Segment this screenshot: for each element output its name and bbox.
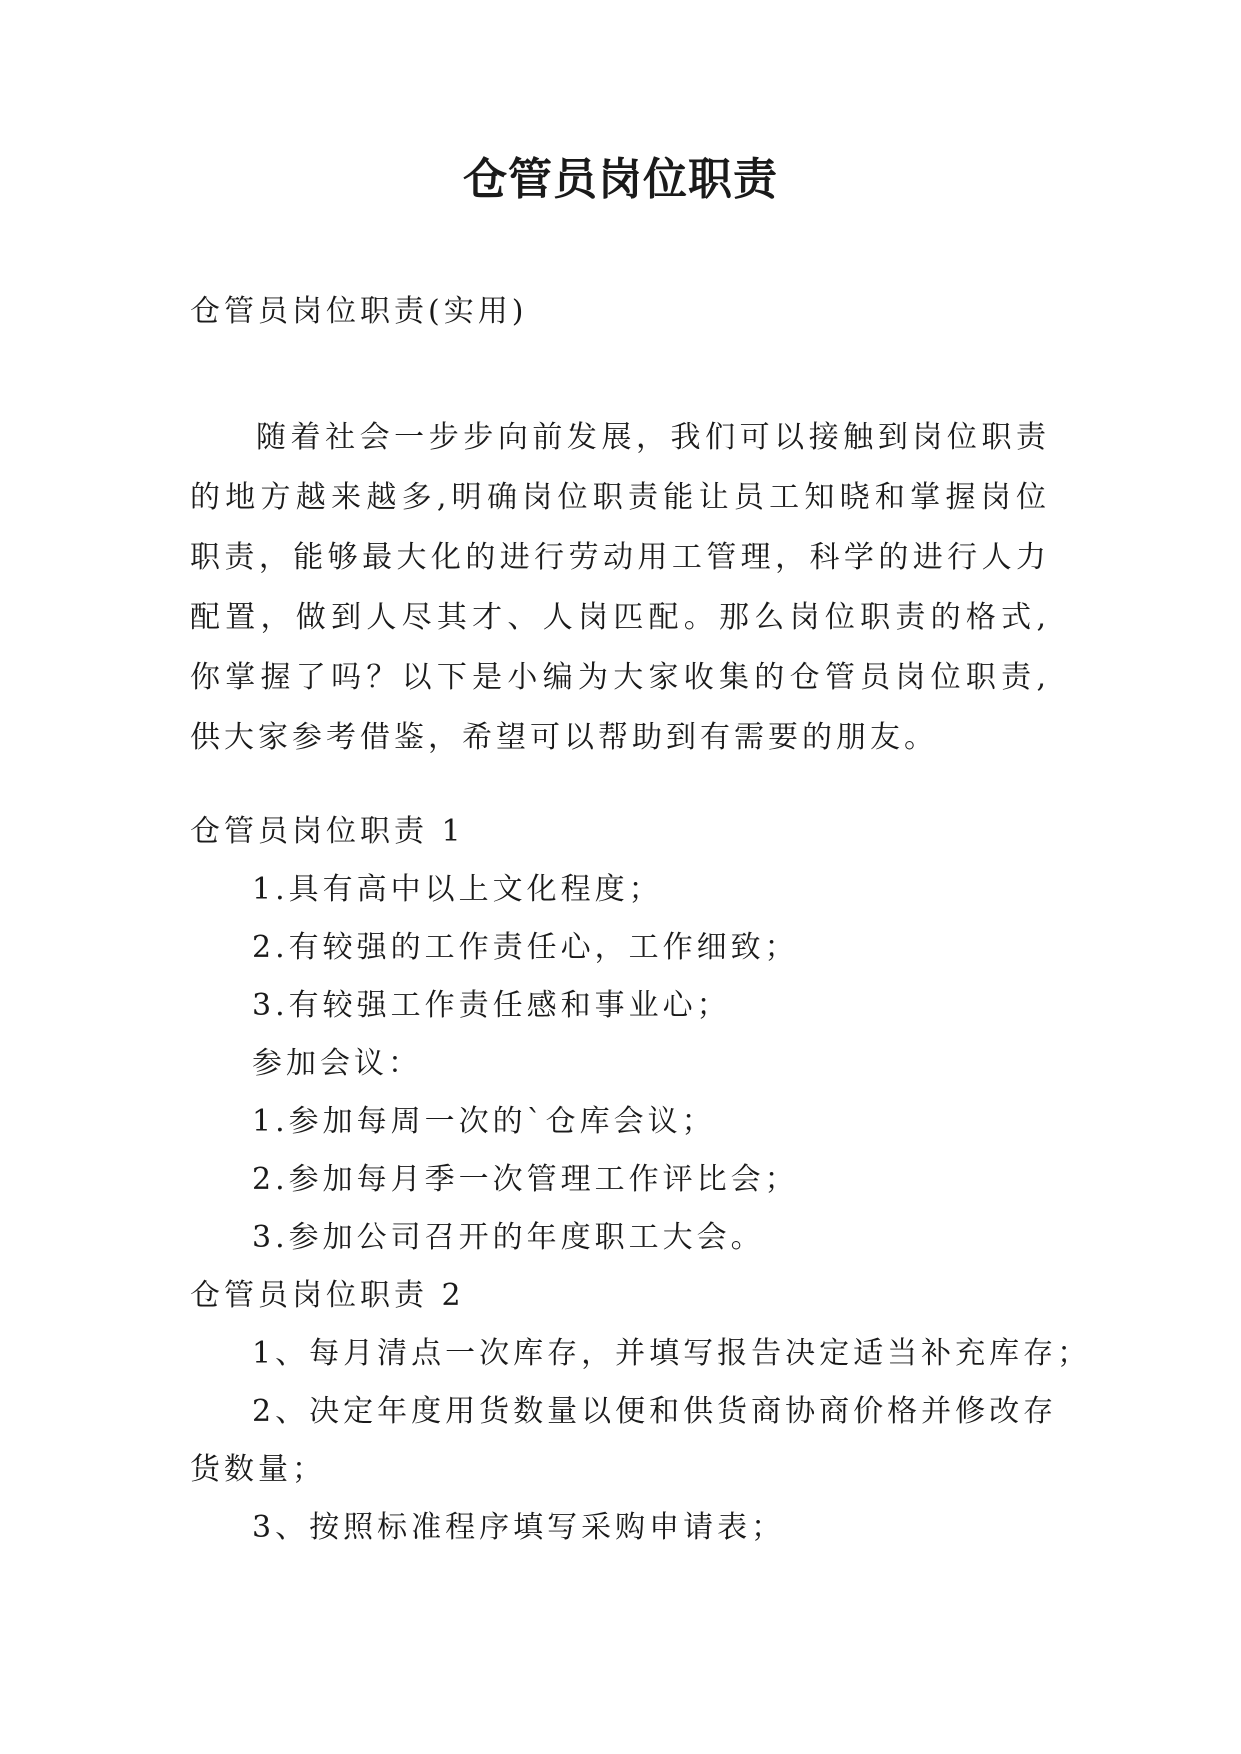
- list-item: 1.具有高中以上文化程度；: [252, 872, 663, 907]
- section-heading: 仓管员岗位职责 2: [190, 1278, 465, 1313]
- subsection-heading: 参加会议：: [252, 1046, 422, 1081]
- list-item: 1.参加每周一次的`仓库会议；: [252, 1104, 716, 1139]
- list-item: 2、决定年度用货数量以便和供货商协商价格并修改存: [252, 1394, 1058, 1429]
- section-heading: 仓管员岗位职责 1: [190, 814, 465, 849]
- list-item: 2.参加每月季一次管理工作评比会；: [252, 1162, 799, 1197]
- intro-paragraph: 随着社会一步步向前发展，我们可以接触到岗位职责的地方越来越多,明确岗位职责能让员工知晓和掌握岗位职责，能够最大化的进行劳动用工管理，科学的进行人力配置，做到人尽其才、人岗匹配。那么岗位职责的格式,你掌握了吗？以下是小编为大家收集的仓管员岗位职责,供大家参考借鉴，希望可以帮助到有需要的朋友。: [190, 420, 1050, 755]
- document-subtitle: 仓管员岗位职责(实用): [190, 294, 528, 329]
- list-item: 3、按照标准程序填写采购申请表；: [252, 1510, 786, 1545]
- list-item-continuation: 货数量；: [190, 1452, 326, 1487]
- document-title: 仓管员岗位职责: [463, 154, 778, 205]
- list-item: 1、每月清点一次库存，并填写报告决定适当补充库存；: [252, 1336, 1092, 1371]
- list-item: 2.有较强的工作责任心，工作细致；: [252, 930, 799, 965]
- list-item: 3.有较强工作责任感和事业心；: [252, 988, 731, 1023]
- list-item: 3.参加公司召开的年度职工大会。: [252, 1220, 765, 1255]
